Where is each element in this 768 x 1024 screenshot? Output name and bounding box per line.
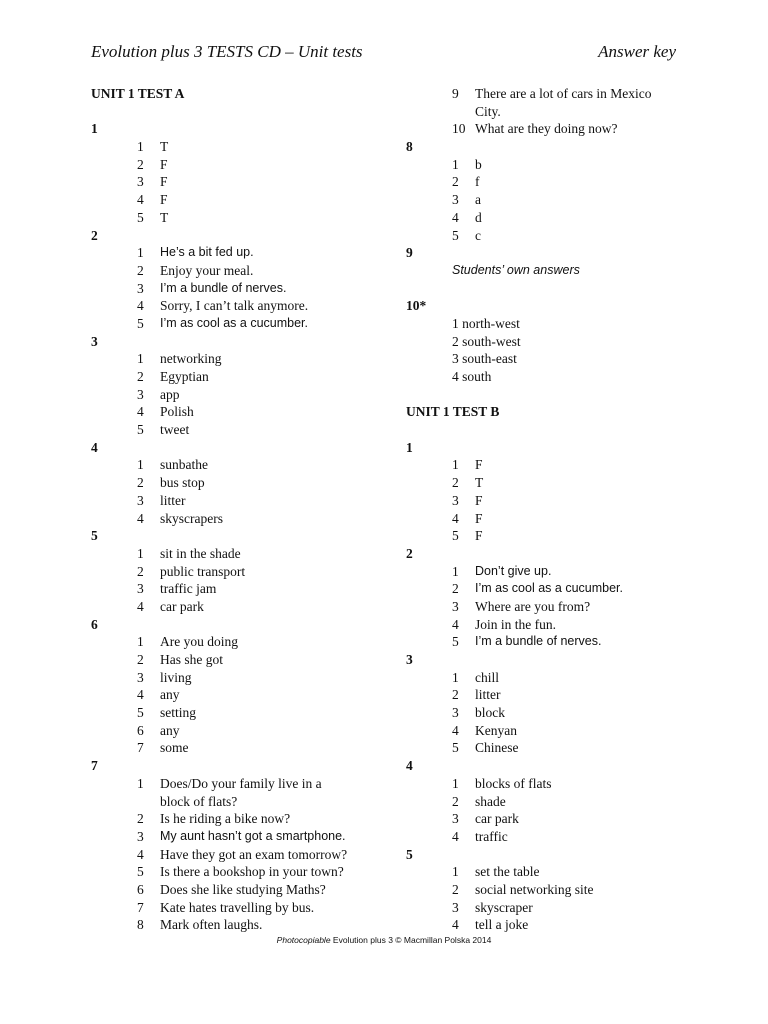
item-number: 2 — [137, 369, 144, 384]
footer — [0, 935, 768, 945]
item-number: 5 — [137, 209, 144, 225]
answer-item — [91, 899, 391, 917]
answer-item — [406, 704, 706, 722]
item-number: 4 — [452, 616, 459, 632]
item-number: 9 — [452, 86, 459, 101]
item-number: 4 — [137, 192, 144, 208]
answer-item — [91, 580, 391, 598]
answer-item — [91, 810, 391, 828]
section-number: 4 — [406, 758, 413, 774]
answer-item — [91, 722, 391, 740]
item-number: 10 — [452, 121, 466, 137]
item-answer: Are you doing — [160, 634, 238, 650]
item-answer: 3 south-east — [452, 351, 517, 367]
answer-item — [406, 191, 706, 209]
item-answer: Chinese — [475, 740, 519, 756]
answer-item — [91, 492, 391, 510]
item-answer: What are they doing now? — [475, 121, 618, 137]
item-number: 1 — [452, 563, 459, 579]
answer-item — [91, 739, 391, 757]
item-number: 2 — [452, 174, 459, 190]
item-answer: traffic — [475, 828, 508, 844]
item-answer: 2 south-west — [452, 333, 521, 349]
item-answer: c — [475, 227, 481, 243]
item-answer: T — [160, 139, 169, 155]
item-answer: skyscraper — [475, 899, 533, 915]
header-title: Evolution plus 3 TESTS CD – Unit tests — [91, 42, 363, 61]
item-number: 2 — [452, 475, 459, 491]
item-number: 2 — [137, 811, 144, 827]
answer-item — [406, 85, 706, 103]
item-answer: Have they got an exam tomorrow? — [160, 846, 348, 862]
answer-item — [406, 899, 706, 917]
answer-item — [91, 510, 391, 528]
item-number: 1 — [452, 864, 459, 880]
item-answer: sunbathe — [160, 457, 208, 473]
answer-item — [91, 775, 391, 793]
item-number: 4 — [137, 298, 144, 314]
answer-item — [406, 492, 706, 510]
item-answer: Egyptian — [160, 369, 209, 384]
answer-item — [91, 916, 391, 934]
answer-item — [406, 863, 706, 881]
item-answer: chill — [475, 669, 499, 685]
item-number: 3 — [137, 669, 144, 685]
item-number: 1 — [137, 245, 144, 261]
answer-item — [406, 916, 706, 934]
item-answer: set the table — [475, 864, 540, 880]
item-number: 4 — [452, 917, 459, 933]
answer-item — [406, 173, 706, 191]
section-number: 3 — [91, 333, 98, 349]
item-number: 2 — [452, 881, 459, 897]
answer-item — [91, 173, 391, 191]
item-number: 5 — [452, 634, 459, 650]
item-number: 8 — [137, 917, 144, 933]
item-number: 2 — [137, 156, 144, 172]
section-number: 8 — [406, 139, 413, 155]
item-answer: Don’t give up. — [475, 563, 552, 578]
item-number: 1 — [452, 669, 459, 685]
item-number: 4 — [137, 404, 144, 420]
answer-item — [406, 669, 706, 687]
item-number: 3 — [452, 598, 459, 614]
item-number: 5 — [137, 864, 144, 880]
answer-item — [406, 333, 706, 351]
item-answer: Sorry, I can’t talk anymore. — [160, 298, 309, 314]
item-number: 3 — [137, 492, 144, 508]
item-number: 4 — [452, 722, 459, 738]
spacer — [406, 421, 706, 439]
item-answer: sit in the shade — [160, 545, 241, 561]
section-number: 5 — [406, 846, 413, 862]
item-answer: tweet — [160, 422, 190, 438]
item-number: 4 — [452, 209, 459, 225]
item-answer: Is he riding a bike now? — [160, 811, 291, 827]
answer-item — [91, 244, 391, 262]
item-number: 1 — [137, 457, 144, 473]
answer-item — [406, 775, 706, 793]
item-answer: traffic jam — [160, 581, 217, 597]
item-answer: social networking site — [475, 881, 594, 897]
item-answer: Join in the fun. — [475, 616, 556, 632]
item-answer: City. — [475, 103, 501, 119]
answer-item — [91, 563, 391, 581]
footer-copyright: Evolution plus 3 © Macmillan Polska 2014 — [330, 935, 492, 945]
answer-item — [406, 456, 706, 474]
answer-item — [406, 828, 706, 846]
item-number: 2 — [452, 687, 459, 703]
item-answer: 4 south — [452, 369, 492, 384]
answer-item — [406, 315, 706, 333]
footer-photocopiable: Photocopiable — [276, 935, 331, 945]
students-own-answers: Students’ own answers — [452, 262, 580, 277]
item-answer: 1 north-west — [452, 315, 520, 331]
answer-item — [91, 350, 391, 368]
item-number: 3 — [137, 828, 144, 844]
answer-item — [406, 793, 706, 811]
answer-item — [406, 563, 706, 581]
answer-item — [91, 209, 391, 227]
item-number: 1 — [452, 457, 459, 473]
answer-item — [406, 510, 706, 528]
item-answer: F — [160, 192, 168, 208]
header-answer-key: Answer key — [598, 42, 676, 61]
answer-item — [406, 120, 706, 138]
item-answer: bus stop — [160, 475, 205, 491]
item-answer: T — [475, 475, 484, 491]
answer-item — [91, 138, 391, 156]
answer-item — [406, 350, 706, 368]
section-number: 2 — [91, 227, 98, 243]
item-answer: F — [475, 492, 483, 508]
answer-item — [91, 315, 391, 333]
answer-item — [406, 227, 706, 245]
item-answer: Has she got — [160, 652, 223, 667]
item-number: 2 — [137, 652, 144, 667]
item-answer: a — [475, 192, 481, 208]
answer-item — [91, 881, 391, 899]
item-answer: Where are you from? — [475, 598, 591, 614]
item-number: 3 — [452, 811, 459, 827]
item-number: 1 — [137, 139, 144, 155]
left-column — [91, 85, 391, 934]
item-answer: T — [160, 209, 169, 225]
answer-item — [406, 739, 706, 757]
item-number: 5 — [452, 227, 459, 243]
answer-item — [406, 810, 706, 828]
item-answer: litter — [475, 687, 501, 703]
section-number: 6 — [91, 616, 98, 632]
item-answer: Enjoy your meal. — [160, 262, 254, 278]
item-number: 1 — [137, 775, 144, 791]
answer-item — [91, 633, 391, 651]
spacer — [91, 103, 391, 121]
answer-item — [91, 403, 391, 421]
answer-item — [91, 297, 391, 315]
answer-item — [91, 280, 391, 298]
item-answer: networking — [160, 351, 222, 367]
item-answer: Does/Do your family live in a — [160, 775, 322, 791]
item-number: 3 — [137, 581, 144, 597]
answer-item — [406, 527, 706, 545]
answer-item — [406, 368, 706, 386]
item-number: 2 — [137, 475, 144, 491]
section-number: 3 — [406, 652, 413, 667]
item-answer: app — [160, 386, 180, 402]
item-answer: F — [160, 174, 168, 190]
item-number: 5 — [137, 315, 144, 331]
answer-item — [91, 474, 391, 492]
item-answer: f — [475, 174, 480, 190]
item-answer: shade — [475, 793, 506, 809]
item-number: 3 — [452, 705, 459, 721]
item-answer: I’m as cool as a cucumber. — [160, 315, 308, 330]
item-number: 2 — [137, 563, 144, 579]
item-number: 1 — [137, 634, 144, 650]
answer-item — [91, 156, 391, 174]
item-answer: some — [160, 740, 189, 756]
item-number: 3 — [137, 386, 144, 402]
answer-item — [406, 156, 706, 174]
item-number: 5 — [137, 705, 144, 721]
item-answer: any — [160, 722, 180, 738]
item-answer: any — [160, 687, 180, 703]
item-number: 4 — [452, 828, 459, 844]
answer-item — [91, 368, 391, 386]
unit-title-b: UNIT 1 TEST B — [406, 404, 500, 420]
item-answer: Kate hates travelling by bus. — [160, 899, 315, 915]
item-number: 4 — [137, 687, 144, 703]
item-number: 1 — [137, 545, 144, 561]
item-answer: My aunt hasn’t got a smartphone. — [160, 828, 346, 843]
section-number: 1 — [91, 121, 98, 137]
answer-item — [91, 262, 391, 280]
answer-item — [406, 580, 706, 598]
answer-item — [91, 421, 391, 439]
answer-item — [406, 722, 706, 740]
item-number: 3 — [452, 192, 459, 208]
item-number: 3 — [452, 899, 459, 915]
item-answer: F — [160, 156, 168, 172]
item-answer: I’m a bundle of nerves. — [475, 634, 602, 649]
item-answer: block — [475, 705, 505, 721]
item-number: 3 — [452, 492, 459, 508]
section-number: 9 — [406, 245, 413, 261]
item-answer: litter — [160, 492, 186, 508]
answer-item — [406, 633, 706, 651]
answer-item — [406, 598, 706, 616]
answer-item — [91, 545, 391, 563]
item-number: 6 — [137, 881, 144, 897]
item-number: 4 — [452, 510, 459, 526]
item-number: 1 — [452, 156, 459, 172]
item-number: 4 — [137, 846, 144, 862]
item-number: 7 — [137, 899, 144, 915]
item-answer: block of flats? — [160, 793, 238, 809]
answer-item — [91, 793, 391, 811]
answer-item — [91, 863, 391, 881]
item-answer: skyscrapers — [160, 510, 223, 526]
answer-item — [406, 881, 706, 899]
answer-item — [91, 191, 391, 209]
item-number: 5 — [452, 528, 459, 544]
answer-item — [91, 456, 391, 474]
answer-item — [406, 209, 706, 227]
answer-item — [91, 686, 391, 704]
item-answer: car park — [160, 598, 204, 614]
section-number: 5 — [91, 528, 98, 544]
answer-item — [91, 669, 391, 687]
section-number: 2 — [406, 545, 413, 561]
spacer — [406, 386, 706, 404]
item-number: 2 — [452, 581, 459, 597]
item-answer: living — [160, 669, 192, 685]
right-column — [406, 85, 706, 934]
answer-item — [91, 846, 391, 864]
item-answer: setting — [160, 705, 196, 721]
answer-item — [91, 598, 391, 616]
item-number: 5 — [137, 422, 144, 438]
item-answer: Is there a bookshop in your town? — [160, 864, 344, 880]
answer-item — [406, 103, 706, 121]
item-answer: Does she like studying Maths? — [160, 881, 326, 897]
item-answer: F — [475, 457, 483, 473]
section-number: 7 — [91, 758, 98, 774]
section-number: 10* — [406, 298, 427, 314]
item-number: 7 — [137, 740, 144, 756]
answer-item — [406, 474, 706, 492]
section-number: 1 — [406, 439, 413, 455]
answer-item — [91, 386, 391, 404]
item-answer: Polish — [160, 404, 194, 420]
item-answer: public transport — [160, 563, 246, 579]
item-answer: I’m as cool as a cucumber. — [475, 581, 623, 596]
item-number: 2 — [137, 262, 144, 278]
item-answer: I’m a bundle of nerves. — [160, 280, 287, 295]
answer-item — [406, 262, 706, 280]
item-answer: F — [475, 510, 483, 526]
item-answer: F — [475, 528, 483, 544]
item-number: 1 — [137, 351, 144, 367]
item-answer: He’s a bit fed up. — [160, 245, 254, 260]
item-number: 4 — [137, 598, 144, 614]
section-number: 4 — [91, 439, 98, 455]
item-answer: tell a joke — [475, 917, 529, 933]
item-number: 5 — [452, 740, 459, 756]
item-answer: d — [475, 209, 482, 225]
answer-item — [406, 616, 706, 634]
item-answer: Kenyan — [475, 722, 517, 738]
item-answer: There are a lot of cars in Mexico — [475, 86, 652, 101]
item-answer: b — [475, 156, 482, 172]
item-number: 1 — [452, 775, 459, 791]
item-number: 2 — [452, 793, 459, 809]
answer-item — [406, 686, 706, 704]
item-number: 6 — [137, 722, 144, 738]
answer-item — [91, 704, 391, 722]
item-number: 4 — [137, 510, 144, 526]
answer-item — [91, 651, 391, 669]
unit-title: UNIT 1 TEST A — [91, 86, 185, 101]
item-answer: Mark often laughs. — [160, 917, 263, 933]
item-number: 3 — [137, 280, 144, 296]
answer-item — [91, 828, 391, 846]
item-answer: car park — [475, 811, 519, 827]
item-number: 3 — [137, 174, 144, 190]
item-answer: blocks of flats — [475, 775, 552, 791]
spacer — [406, 280, 706, 298]
